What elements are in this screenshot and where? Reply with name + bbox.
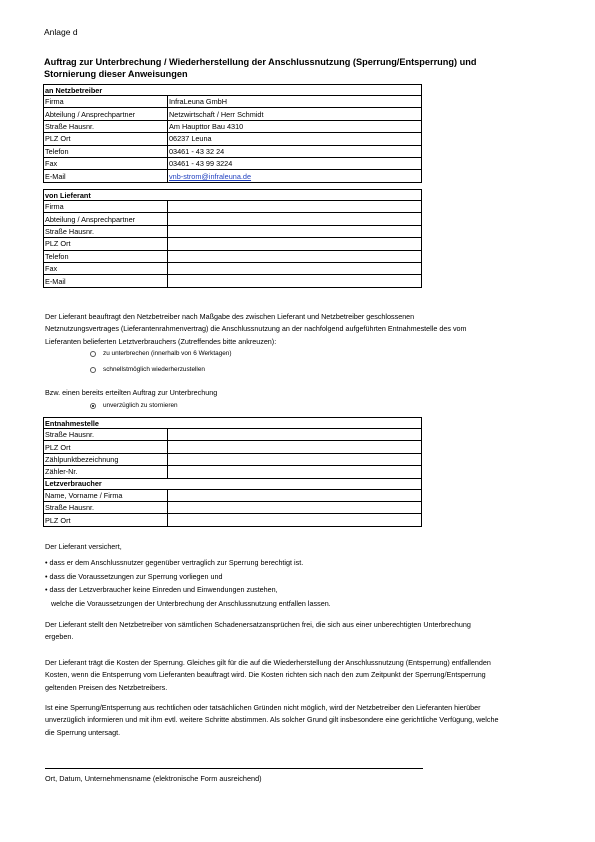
field-label: Firma [44, 96, 168, 108]
table-row [44, 201, 422, 213]
field-label: PLZ Ort [44, 238, 168, 250]
netzbetreiber-header: an Netzbetreiber [44, 85, 422, 96]
field-value[interactable] [168, 262, 422, 274]
table-row [44, 96, 422, 108]
field-label: Name, Vorname / Firma [44, 489, 168, 501]
field-value[interactable] [168, 489, 422, 501]
field-value[interactable] [168, 441, 422, 453]
field-value[interactable] [168, 514, 422, 526]
field-label: Fax [44, 262, 168, 274]
radio-button-selected[interactable] [90, 403, 96, 409]
field-value[interactable] [168, 170, 422, 182]
table-row [44, 108, 422, 120]
field-value[interactable] [168, 466, 422, 478]
field-value[interactable]: 03461 - 43 99 3224 [168, 157, 422, 169]
field-value[interactable]: Am Haupttor Bau 4310 [168, 120, 422, 132]
table-row [44, 250, 422, 262]
field-value[interactable] [168, 213, 422, 225]
field-label: Straße Hausnr. [44, 225, 168, 237]
field-value[interactable] [168, 275, 422, 287]
field-value[interactable] [168, 238, 422, 250]
signature-line [45, 768, 423, 769]
paragraph-unmoeglich: Ist eine Sperrung/Entsperrung aus rechtlichen oder tatsächlichen Gründen nicht möglich, wird der Netzbetreiber den Lieferanten hierüber unverzüglich informieren und mit ihm evtl. weitere Schritte abstimmen. Als solcher Grund gilt insbesondere eine gerichtliche Verfügung, welche die Sperrung untersagt. [45, 703, 499, 737]
storno-intro: Bzw. einen bereits erteilten Auftrag zur Unterbrechung [45, 388, 218, 397]
versichert-intro: Der Lieferant versichert, [45, 542, 122, 551]
list-item: • dass die Voraussetzungen zur Sperrung vorliegen und [45, 571, 223, 581]
option-wiederherstellen[interactable] [90, 366, 205, 373]
email-link[interactable]: vnb-strom@infraleuna.de [169, 171, 252, 181]
netzbetreiber-table [43, 84, 422, 183]
field-label: Telefon [44, 145, 168, 157]
table-row [44, 170, 422, 182]
paragraph-freistellung: Der Lieferant stellt den Netzbetreiber von sämtlichen Schadenersatzansprüchen frei, die sich aus einer unberechtigten Unterbrechung ergeben. [45, 620, 471, 642]
field-value[interactable]: InfraLeuna GmbH [168, 96, 422, 108]
table-row [44, 157, 422, 169]
field-value[interactable]: Netzwirtschaft / Herr Schmidt [168, 108, 422, 120]
option-label: unverzüglich zu stornieren [103, 402, 178, 409]
field-label: Straße Hausnr. [44, 501, 168, 513]
field-label: Zähler-Nr. [44, 466, 168, 478]
paragraph-kosten: Der Lieferant trägt die Kosten der Sperrung. Gleiches gilt für die auf die Wiederherstellung der Anschlussnutzung (Entsperrung) entfallenden Kosten, wenn die Entsperrung vom Lieferanten beauftragt wird. Die Kosten richten sich nach den zum Zeitpunkt der Sperrung/Entsperrung geltenden Preisen des Netzbetreibers. [45, 658, 491, 692]
field-label: PLZ Ort [44, 441, 168, 453]
lieferant-table [43, 189, 422, 288]
field-value[interactable]: 03461 - 43 32 24 [168, 145, 422, 157]
radio-button[interactable] [90, 367, 96, 373]
intro-text: Der Lieferant beauftragt den Netzbetreiber nach Maßgabe des zwischen Lieferant und Netzbetreiber geschlossenen Netznutzungsvertrages (Lieferantenrahmenvertrag) die Anschlussnutzung an der nachfolgend aufgeführten Entnahmestelle des vom Lieferanten belieferten Letztverbrauchers (Zutreffendes bitte ankreuzen): [45, 312, 467, 346]
field-label: Straße Hausnr. [44, 429, 168, 441]
annex-label: Anlage d [44, 27, 78, 37]
letztverbraucher-header: Letzverbraucher [44, 478, 422, 489]
option-label: schnellstmöglich wiederherzustellen [103, 366, 205, 373]
table-row [44, 238, 422, 250]
table-row [44, 275, 422, 287]
radio-button[interactable] [90, 351, 96, 357]
entnahmestelle-header: Entnahmestelle [44, 418, 422, 429]
option-label: zu unterbrechen (innerhalb von 6 Werktagen) [103, 350, 232, 357]
table-row [44, 466, 422, 478]
list-item: • dass er dem Anschlussnutzer gegenüber vertraglich zur Sperrung berechtigt ist. [45, 558, 304, 567]
lieferant-header: von Lieferant [44, 190, 422, 201]
table-row [44, 213, 422, 225]
field-value[interactable]: 06237 Leuna [168, 133, 422, 145]
field-label: Zählpunktbezeichnung [44, 453, 168, 465]
field-label: Abteilung / Ansprechpartner [44, 213, 168, 225]
option-stornieren[interactable] [90, 402, 178, 409]
entnahmestelle-table [43, 417, 422, 527]
list-item: welche die Voraussetzungen der Unterbrechung der Anschlussnutzung entfallen lassen. [45, 598, 331, 608]
table-row [44, 501, 422, 513]
field-label: PLZ Ort [44, 514, 168, 526]
table-row [44, 429, 422, 441]
table-row [44, 145, 422, 157]
field-value[interactable] [168, 501, 422, 513]
table-row [44, 133, 422, 145]
field-label: Telefon [44, 250, 168, 262]
table-row [44, 225, 422, 237]
table-row [44, 514, 422, 526]
field-value[interactable] [168, 201, 422, 213]
document-title: Auftrag zur Unterbrechung / Wiederherstellung der Anschlussnutzung (Sperrung/Entsperrung) und Stornierung dieser Anweisungen [44, 57, 477, 79]
list-item: • dass der Letzverbraucher keine Einreden und Einwendungen zustehen, [45, 585, 278, 594]
option-unterbrechen[interactable] [90, 350, 231, 357]
table-row [44, 453, 422, 465]
field-value[interactable] [168, 250, 422, 262]
field-label: Firma [44, 201, 168, 213]
field-label: Abteilung / Ansprechpartner [44, 108, 168, 120]
signature-label: Ort, Datum, Unternehmensname (elektronische Form ausreichend) [45, 774, 262, 783]
field-value[interactable] [168, 225, 422, 237]
table-row [44, 441, 422, 453]
bullet-list [45, 556, 485, 610]
field-label: E-Mail [44, 275, 168, 287]
field-label: E-Mail [44, 170, 168, 182]
field-label: PLZ Ort [44, 133, 168, 145]
field-label: Fax [44, 157, 168, 169]
field-value[interactable] [168, 429, 422, 441]
field-label: Straße Hausnr. [44, 120, 168, 132]
field-value[interactable] [168, 453, 422, 465]
table-row [44, 120, 422, 132]
table-row [44, 489, 422, 501]
table-row [44, 262, 422, 274]
